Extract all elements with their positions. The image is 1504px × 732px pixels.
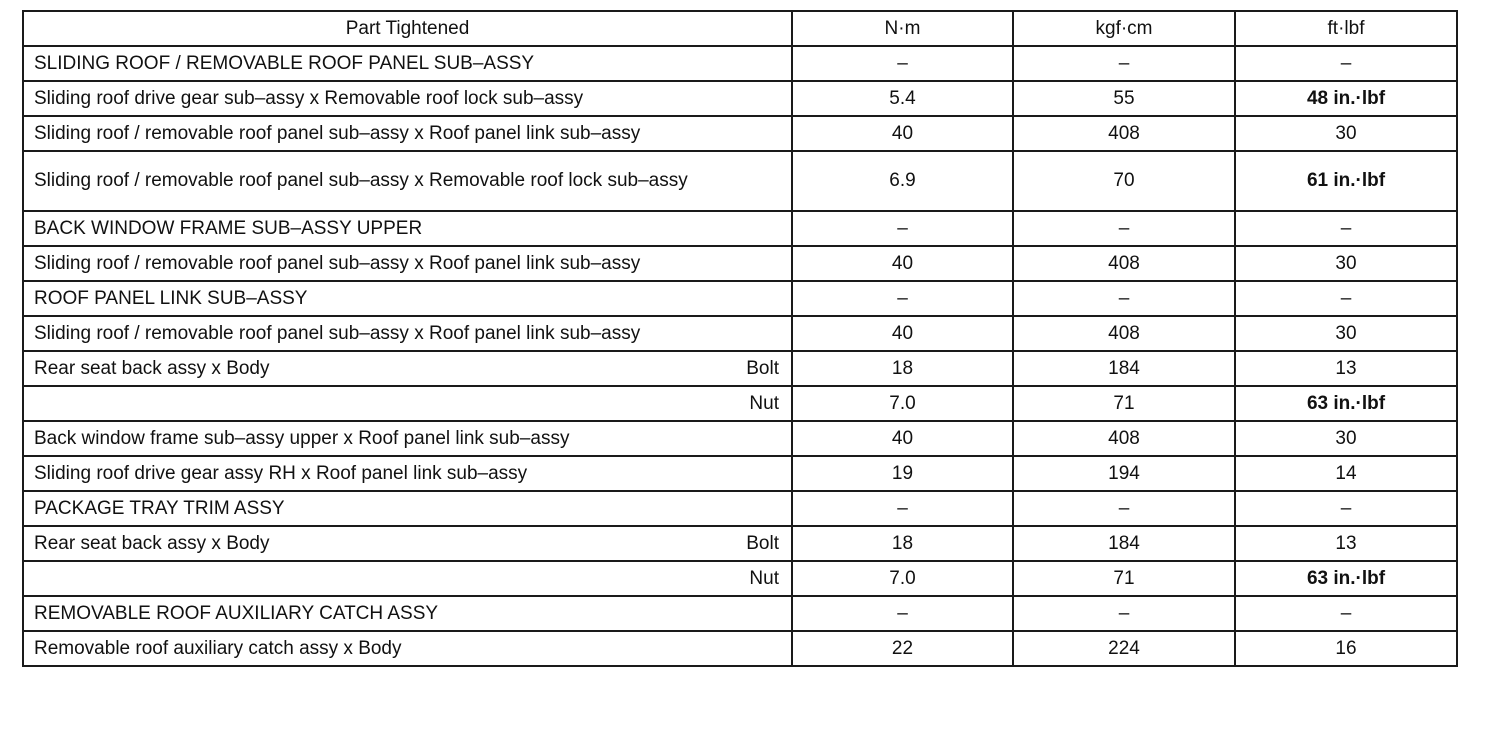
nm-cell: –	[792, 281, 1013, 316]
kgfcm-cell: 408	[1013, 116, 1235, 151]
part-cell	[23, 456, 792, 491]
nm-cell: 19	[792, 456, 1013, 491]
ftlbf-cell: 63 in.·lbf	[1235, 386, 1457, 421]
part-name: PACKAGE TRAY TRIM ASSY	[34, 497, 285, 519]
part-cell	[23, 351, 792, 386]
kgfcm-cell: 194	[1013, 456, 1235, 491]
kgfcm-cell: 408	[1013, 246, 1235, 281]
part-cell	[23, 211, 792, 246]
kgfcm-cell: 55	[1013, 81, 1235, 116]
part-cell	[23, 151, 792, 211]
nm-cell: –	[792, 46, 1013, 81]
part-cell	[23, 116, 792, 151]
part-name: Sliding roof / removable roof panel sub–assy x Roof panel link sub–assy	[34, 122, 641, 144]
part-name: Sliding roof drive gear assy RH x Roof panel link sub–assy	[34, 462, 528, 484]
part-name: Back window frame sub–assy upper x Roof panel link sub–assy	[34, 427, 570, 449]
table-row	[23, 211, 1457, 246]
part-name: Sliding roof / removable roof panel sub–assy x Removable roof lock sub–assy	[34, 170, 688, 191]
table-row	[23, 46, 1457, 81]
nm-cell: 22	[792, 631, 1013, 666]
ftlbf-cell: 14	[1235, 456, 1457, 491]
table-row	[23, 316, 1457, 351]
fastener-type: Nut	[749, 392, 779, 414]
part-cell	[23, 631, 792, 666]
ftlbf-cell: –	[1235, 596, 1457, 631]
table-row	[23, 596, 1457, 631]
kgfcm-cell: 224	[1013, 631, 1235, 666]
kgfcm-cell: –	[1013, 211, 1235, 246]
nm-cell: 40	[792, 246, 1013, 281]
part-name: ROOF PANEL LINK SUB–ASSY	[34, 287, 308, 309]
header-part-tightened: Part Tightened	[23, 11, 792, 46]
header-row	[23, 11, 1457, 46]
kgfcm-cell: 408	[1013, 316, 1235, 351]
kgfcm-cell: 184	[1013, 526, 1235, 561]
table-row	[23, 631, 1457, 666]
nm-cell: 7.0	[792, 561, 1013, 596]
part-cell	[23, 561, 792, 596]
ftlbf-cell: 61 in.·lbf	[1235, 151, 1457, 211]
nm-cell: 40	[792, 116, 1013, 151]
ftlbf-cell: –	[1235, 211, 1457, 246]
fastener-type: Nut	[749, 567, 779, 589]
table-row	[23, 491, 1457, 526]
nm-cell: –	[792, 491, 1013, 526]
torque-specification-table	[22, 10, 1458, 667]
table-row	[23, 561, 1457, 596]
kgfcm-cell: 184	[1013, 351, 1235, 386]
table-row	[23, 246, 1457, 281]
part-name: Rear seat back assy x Body	[34, 532, 270, 554]
kgfcm-cell: –	[1013, 46, 1235, 81]
nm-cell: –	[792, 596, 1013, 631]
header-ftlbf: ft·lbf	[1235, 11, 1457, 46]
part-name: Sliding roof drive gear sub–assy x Removable roof lock sub–assy	[34, 87, 584, 109]
ftlbf-cell: 30	[1235, 246, 1457, 281]
table-row	[23, 281, 1457, 316]
part-name: BACK WINDOW FRAME SUB–ASSY UPPER	[34, 217, 423, 239]
table-row	[23, 421, 1457, 456]
ftlbf-cell: 13	[1235, 526, 1457, 561]
kgfcm-cell: –	[1013, 281, 1235, 316]
nm-cell: 40	[792, 421, 1013, 456]
nm-cell: 6.9	[792, 151, 1013, 211]
nm-cell: –	[792, 211, 1013, 246]
header-kgfcm: kgf·cm	[1013, 11, 1235, 46]
table-row	[23, 456, 1457, 491]
table-row	[23, 386, 1457, 421]
part-cell	[23, 421, 792, 456]
nm-cell: 5.4	[792, 81, 1013, 116]
part-cell	[23, 81, 792, 116]
part-cell	[23, 596, 792, 631]
part-cell	[23, 316, 792, 351]
nm-cell: 7.0	[792, 386, 1013, 421]
kgfcm-cell: 408	[1013, 421, 1235, 456]
kgfcm-cell: 70	[1013, 151, 1235, 211]
table-row	[23, 151, 1457, 211]
part-cell	[23, 281, 792, 316]
nm-cell: 40	[792, 316, 1013, 351]
part-cell	[23, 246, 792, 281]
ftlbf-cell: 63 in.·lbf	[1235, 561, 1457, 596]
part-name: SLIDING ROOF / REMOVABLE ROOF PANEL SUB–ASSY	[34, 52, 535, 74]
table-row	[23, 526, 1457, 561]
kgfcm-cell: 71	[1013, 386, 1235, 421]
part-name: Rear seat back assy x Body	[34, 357, 270, 379]
ftlbf-cell: 30	[1235, 421, 1457, 456]
table-row	[23, 81, 1457, 116]
ftlbf-cell: 30	[1235, 116, 1457, 151]
kgfcm-cell: –	[1013, 596, 1235, 631]
header-nm: N·m	[792, 11, 1013, 46]
part-name: REMOVABLE ROOF AUXILIARY CATCH ASSY	[34, 602, 439, 624]
nm-cell: 18	[792, 526, 1013, 561]
part-name: Removable roof auxiliary catch assy x Body	[34, 637, 402, 659]
ftlbf-cell: 13	[1235, 351, 1457, 386]
table-row	[23, 351, 1457, 386]
fastener-type: Bolt	[746, 532, 779, 554]
fastener-type: Bolt	[746, 357, 779, 379]
ftlbf-cell: 48 in.·lbf	[1235, 81, 1457, 116]
ftlbf-cell: 30	[1235, 316, 1457, 351]
kgfcm-cell: –	[1013, 491, 1235, 526]
kgfcm-cell: 71	[1013, 561, 1235, 596]
nm-cell: 18	[792, 351, 1013, 386]
part-cell	[23, 386, 792, 421]
part-cell	[23, 526, 792, 561]
table-row	[23, 116, 1457, 151]
part-name: Sliding roof / removable roof panel sub–assy x Roof panel link sub–assy	[34, 252, 641, 274]
ftlbf-cell: –	[1235, 491, 1457, 526]
ftlbf-cell: 16	[1235, 631, 1457, 666]
part-cell	[23, 46, 792, 81]
part-cell	[23, 491, 792, 526]
ftlbf-cell: –	[1235, 46, 1457, 81]
part-name: Sliding roof / removable roof panel sub–assy x Roof panel link sub–assy	[34, 322, 641, 344]
ftlbf-cell: –	[1235, 281, 1457, 316]
